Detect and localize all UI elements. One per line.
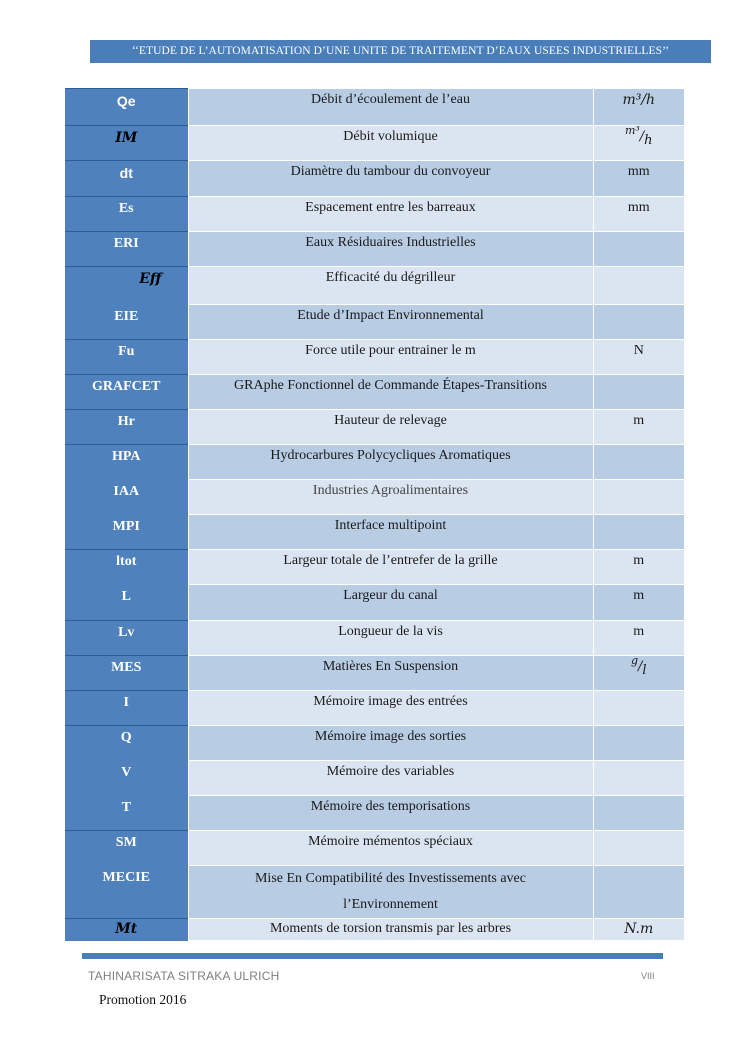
document-header-title: ‘‘ETUDE DE L’AUTOMATISATION D’UNE UNITE DE TRAITEMENT D’EAUX USEES INDUSTRIELLES’’ xyxy=(90,40,711,63)
table-row xyxy=(65,480,684,515)
abbreviation: dt xyxy=(65,161,188,197)
definition: Longueur de la vis xyxy=(188,621,593,656)
definition: Mémoire des variables xyxy=(188,761,593,796)
abbreviation: ltot xyxy=(65,550,188,585)
abbreviation: Hr xyxy=(65,410,188,445)
table-row xyxy=(65,126,684,161)
unit xyxy=(593,445,684,480)
unit xyxy=(593,375,684,410)
abbreviation: Qe xyxy=(65,89,188,126)
definition: Eaux Résiduaires Industrielles xyxy=(188,232,593,267)
table-row xyxy=(65,305,684,340)
abbreviation: Q xyxy=(65,726,188,761)
abbreviation: ERI xyxy=(65,232,188,267)
table-row xyxy=(65,796,684,831)
definition: Largeur totale de l’entrefer de la grille xyxy=(188,550,593,585)
unit: m³/h xyxy=(593,89,684,126)
definition: Etude d’Impact Environnemental xyxy=(188,305,593,340)
table-row xyxy=(65,761,684,796)
abbreviation: Mt xyxy=(65,919,188,941)
abbreviation: IM xyxy=(65,126,188,161)
table-row xyxy=(65,232,684,267)
table-row xyxy=(65,919,684,941)
page-number: VIII xyxy=(641,971,655,981)
table-row xyxy=(65,831,684,866)
definition: Industries Agroalimentaires xyxy=(188,480,593,515)
definition: GRAphe Fonctionnel de Commande Étapes-Transitions xyxy=(188,375,593,410)
unit xyxy=(593,726,684,761)
table-row xyxy=(65,726,684,761)
unit xyxy=(593,761,684,796)
definition: Mémoire image des sorties xyxy=(188,726,593,761)
definition: Hydrocarbures Polycycliques Aromatiques xyxy=(188,445,593,480)
table-row xyxy=(65,197,684,232)
unit: mm xyxy=(593,197,684,232)
definition: Matières En Suspension xyxy=(188,656,593,691)
table-row xyxy=(65,161,684,197)
table-row xyxy=(65,691,684,726)
definition: Mémoire image des entrées xyxy=(188,691,593,726)
footer-rule xyxy=(82,953,663,959)
unit: m xyxy=(593,621,684,656)
abbreviation: MECIE xyxy=(65,866,188,919)
abbreviation: MES xyxy=(65,656,188,691)
abbreviation: GRAFCET xyxy=(65,375,188,410)
abbreviation: IAA xyxy=(65,480,188,515)
abbreviation: Es xyxy=(65,197,188,232)
unit xyxy=(593,796,684,831)
unit: mm xyxy=(593,161,684,197)
table-row xyxy=(65,866,684,919)
unit: N.m xyxy=(593,919,684,941)
unit xyxy=(593,831,684,866)
table-row xyxy=(65,656,684,691)
definition: Débit volumique xyxy=(188,126,593,161)
definition: Mémoire mémentos spéciaux xyxy=(188,831,593,866)
table-row xyxy=(65,410,684,445)
abbreviation: I xyxy=(65,691,188,726)
table-row xyxy=(65,515,684,550)
abbreviation: L xyxy=(65,585,188,621)
table-row xyxy=(65,267,684,305)
unit xyxy=(593,267,684,305)
unit-fraction: $^{m^3}$/h xyxy=(624,124,653,148)
unit xyxy=(593,232,684,267)
definition: Force utile pour entrainer le m xyxy=(188,340,593,375)
definition: Diamètre du tambour du convoyeur xyxy=(188,161,593,197)
table-row xyxy=(65,340,684,375)
table-row xyxy=(65,585,684,621)
unit xyxy=(593,691,684,726)
table-row xyxy=(65,550,684,585)
abbreviation: HPA xyxy=(65,445,188,480)
unit-fraction: $^g$/l xyxy=(630,654,647,678)
unit: m xyxy=(593,410,684,445)
footer-promotion: Promotion 2016 xyxy=(99,992,187,1007)
unit xyxy=(593,480,684,515)
table-row xyxy=(65,445,684,480)
table-row xyxy=(65,621,684,656)
unit: m xyxy=(593,550,684,585)
abbreviation: EIE xyxy=(65,305,188,340)
definition: Espacement entre les barreaux xyxy=(188,197,593,232)
abbreviation: MPI xyxy=(65,515,188,550)
abbreviation: Eff xyxy=(65,267,188,305)
unit: N xyxy=(593,340,684,375)
table-row xyxy=(65,375,684,410)
definition: Hauteur de relevage xyxy=(188,410,593,445)
definition: Mise En Compatibilité des Investissements avec l’Environnement xyxy=(188,866,593,919)
unit xyxy=(593,126,684,161)
unit xyxy=(593,656,684,691)
abbreviation: T xyxy=(65,796,188,831)
unit xyxy=(593,866,684,919)
definition: Interface multipoint xyxy=(188,515,593,550)
abbreviation: Lv xyxy=(65,621,188,656)
abbreviations-table xyxy=(65,88,684,941)
unit: m xyxy=(593,585,684,621)
table-row xyxy=(65,89,684,126)
definition: Débit d’écoulement de l’eau xyxy=(188,89,593,126)
abbreviation: V xyxy=(65,761,188,796)
abbreviation: SM xyxy=(65,831,188,866)
unit xyxy=(593,515,684,550)
definition: Moments de torsion transmis par les arbres xyxy=(188,919,593,941)
definition: Mémoire des temporisations xyxy=(188,796,593,831)
footer-author: TAHINARISATA SITRAKA ULRICH xyxy=(88,969,280,983)
definition: Efficacité du dégrilleur xyxy=(188,267,593,305)
definition: Largeur du canal xyxy=(188,585,593,621)
abbreviation: Fu xyxy=(65,340,188,375)
unit xyxy=(593,305,684,340)
